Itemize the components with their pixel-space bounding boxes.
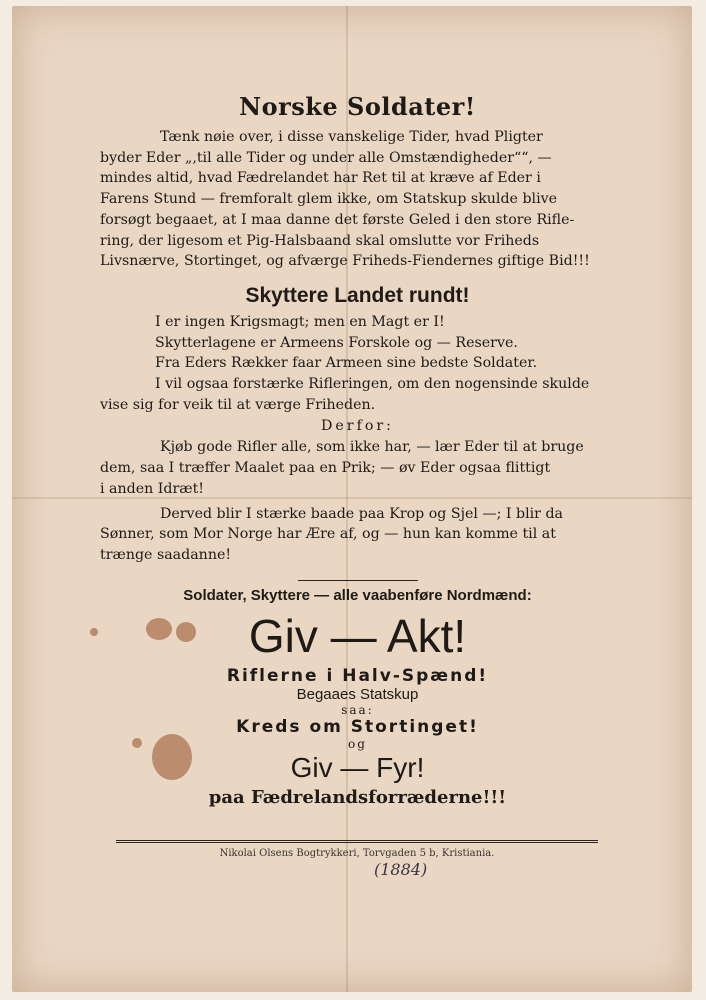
result-line: Derved blir I stærke baade paa Krop og Sjel —; I blir da: [160, 505, 564, 522]
intro-line: forsøgt begaaet, at I maa danne det første Geled i den store Rifle-: [100, 211, 575, 228]
intro-line: Farens Stund — fremforalt glem ikke, om Statskup skulde blive: [100, 191, 558, 208]
intro-line: mindes altid, hvad Fædrelandet har Ret til at kræve af Eder i: [100, 170, 541, 187]
section-line: Skytterlagene er Armeens Forskole og — Reserve.: [155, 334, 518, 351]
intro-line: Tænk nøie over, i disse vanskelige Tider, hvad Pligter: [160, 129, 543, 145]
giv-fyr-heading: Giv — Fyr!: [290, 751, 425, 783]
section-line: I vil ogsaa forstærke Rifleringen, om den nogensinde skulde: [155, 376, 590, 393]
advice-line: i anden Idræt!: [100, 480, 204, 497]
result-line: trænge saadanne!: [100, 546, 232, 563]
separator: [298, 580, 418, 581]
broadside-text: [100, 92, 615, 808]
section-line: vise sig for veik til at værge Friheden.: [100, 396, 376, 413]
kreds-line: Kreds om Stortinget!: [236, 716, 479, 737]
final-line: paa Fædrelandsforræderne!!!: [208, 786, 507, 808]
derfor-heading: Derfor:: [321, 418, 394, 435]
og-line: og: [348, 736, 367, 751]
result-line: Sønner, som Mor Norge har Ære af, og — hun kan komme til at: [100, 526, 556, 543]
section-title: Skyttere Landet rundt!: [245, 283, 470, 307]
intro-line: Livsnærve, Stortinget, og afværge Friheds-Fiendernes giftige Bid!!!: [100, 253, 590, 270]
page-title: Norske Soldater!: [239, 92, 476, 121]
call-line: Soldater, Skyttere — alle vaabenføre Nordmænd:: [183, 586, 532, 604]
stain: [90, 628, 98, 636]
saa-line: saa:: [341, 702, 374, 717]
year-note: (1884): [374, 860, 428, 879]
begaaes-line: Begaaes Statskup: [296, 685, 419, 703]
riflerne-line: Riflerne i Halv-Spænd!: [226, 665, 489, 686]
giv-akt-heading: Giv — Akt!: [248, 609, 467, 662]
section-line: I er ingen Krigsmagt; men en Magt er I!: [155, 313, 445, 330]
intro-line: byder Eder „,til alle Tider og under alle Omstændigheder““, —: [100, 149, 552, 166]
advice-line: Kjøb gode Rifler alle, som ikke har, — lær Eder til at bruge: [160, 439, 584, 456]
intro-line: ring, der ligesom et Pig-Halsbaand skal omslutte vor Friheds: [100, 232, 540, 249]
printer-imprint: Nikolai Olsens Bogtrykkeri, Torvgaden 5 b, Kristiania.: [219, 848, 495, 859]
section-line: Fra Eders Rækker faar Armeen sine bedste Soldater.: [155, 355, 538, 372]
footer-rule: [116, 840, 598, 843]
advice-line: dem, saa I træffer Maalet paa en Prik; — øv Eder ogsaa flittigt: [100, 460, 551, 477]
